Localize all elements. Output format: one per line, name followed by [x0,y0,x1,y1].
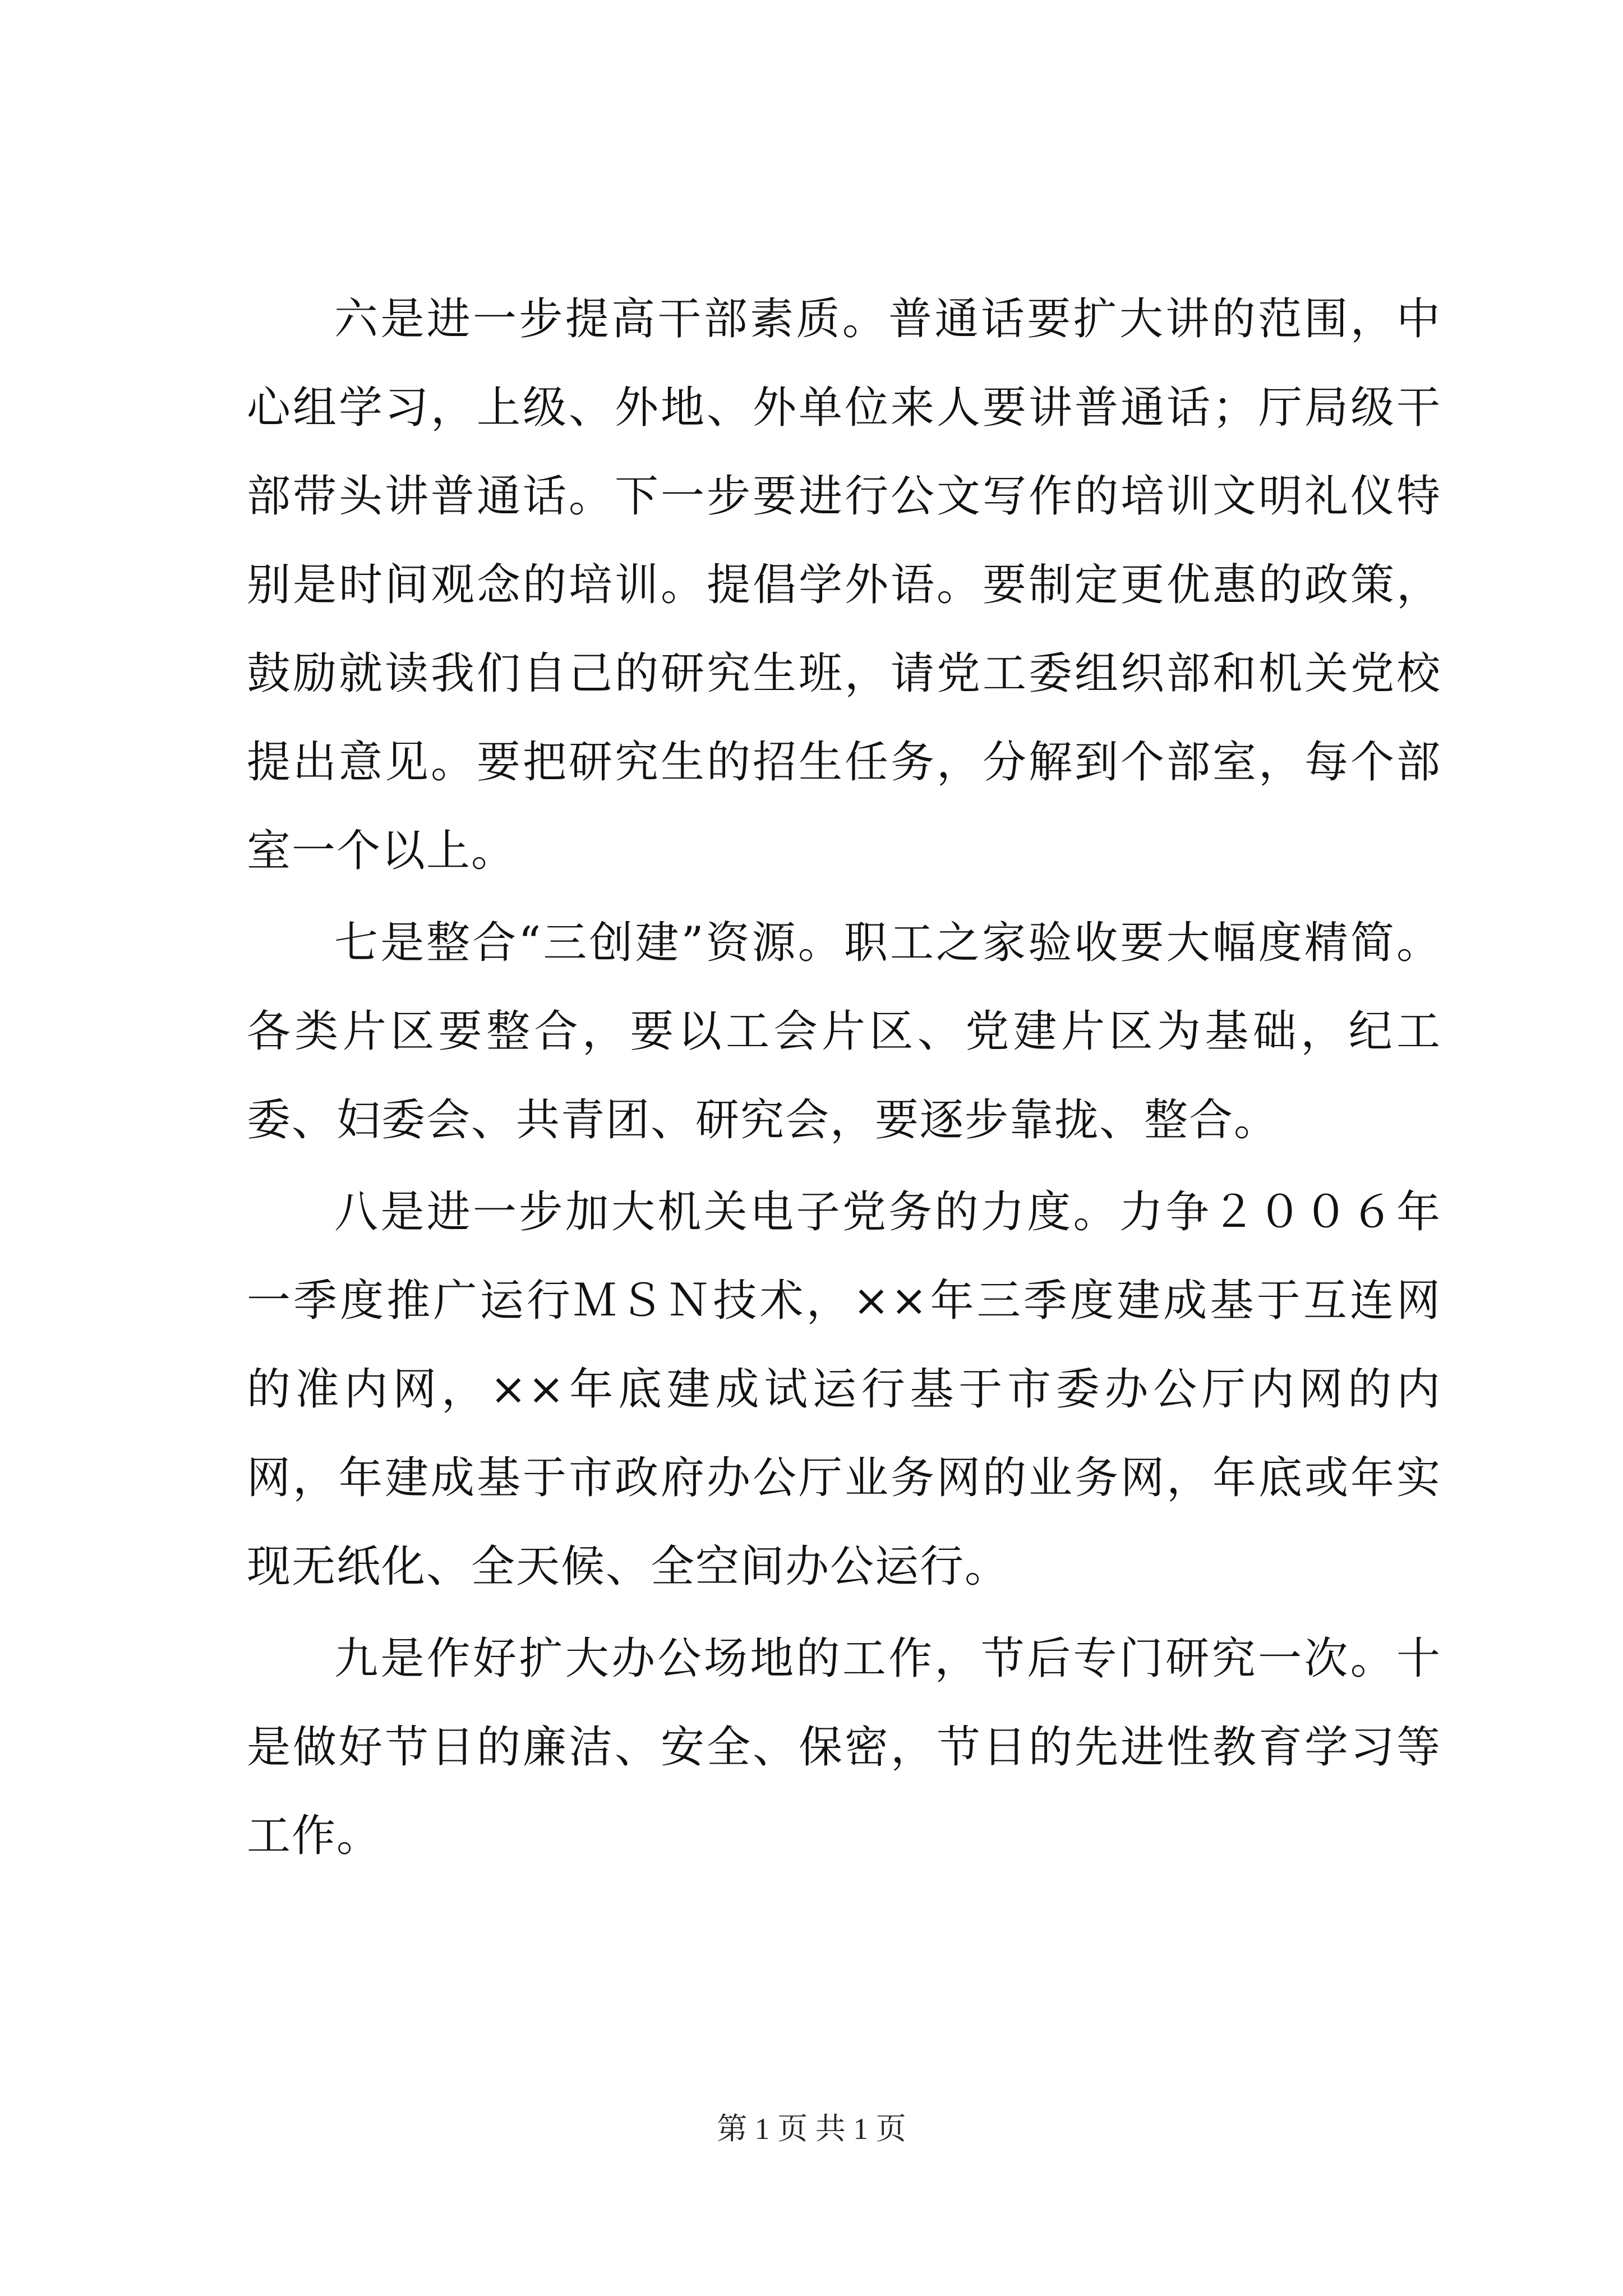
paragraph-seven: 七是整合“三创建”资源。职工之家验收要大幅度精简。各类片区要整合，要以工会片区、党建片区为基础，纪工委、妇委会、共青团、研究会，要逐步靠拢、整合。 [247,918,1441,1145]
page-number-footer: 第 1 页 共 1 页 [717,2112,906,2146]
paragraph-six: 六是进一步提高干部素质。普通话要扩大讲的范围，中心组学习，上级、外地、外单位来人要讲普通话；厅局级干部带头讲普通话。下一步要进行公文写作的培训文明礼仪特别是时间观念的培训。提倡学外语。要制定更优惠的政策，鼓励就读我们自己的研究生班，请党工委组织部和机关党校提出意见。要把研究生的招生任务，分解到个部室，每个部室一个以上。 [247,294,1441,876]
paragraph-nine: 九是作好扩大办公场地的工作，节后专门研究一次。十是做好节日的廉洁、安全、保密，节日的先进性教育学习等工作。 [247,1634,1441,1861]
document-body [247,275,1441,1884]
paragraph-eight: 八是进一步加大机关电子党务的力度。力争２００６年一季度推广运行ＭＳＮ技术，××年三季度建成基于互连网的准内网，××年底建成试运行基于市委办公厅内网的内网，年建成基于市政府办公厅业务网的业务网，年底或年实现无纸化、全天候、全空间办公运行。 [247,1187,1441,1592]
